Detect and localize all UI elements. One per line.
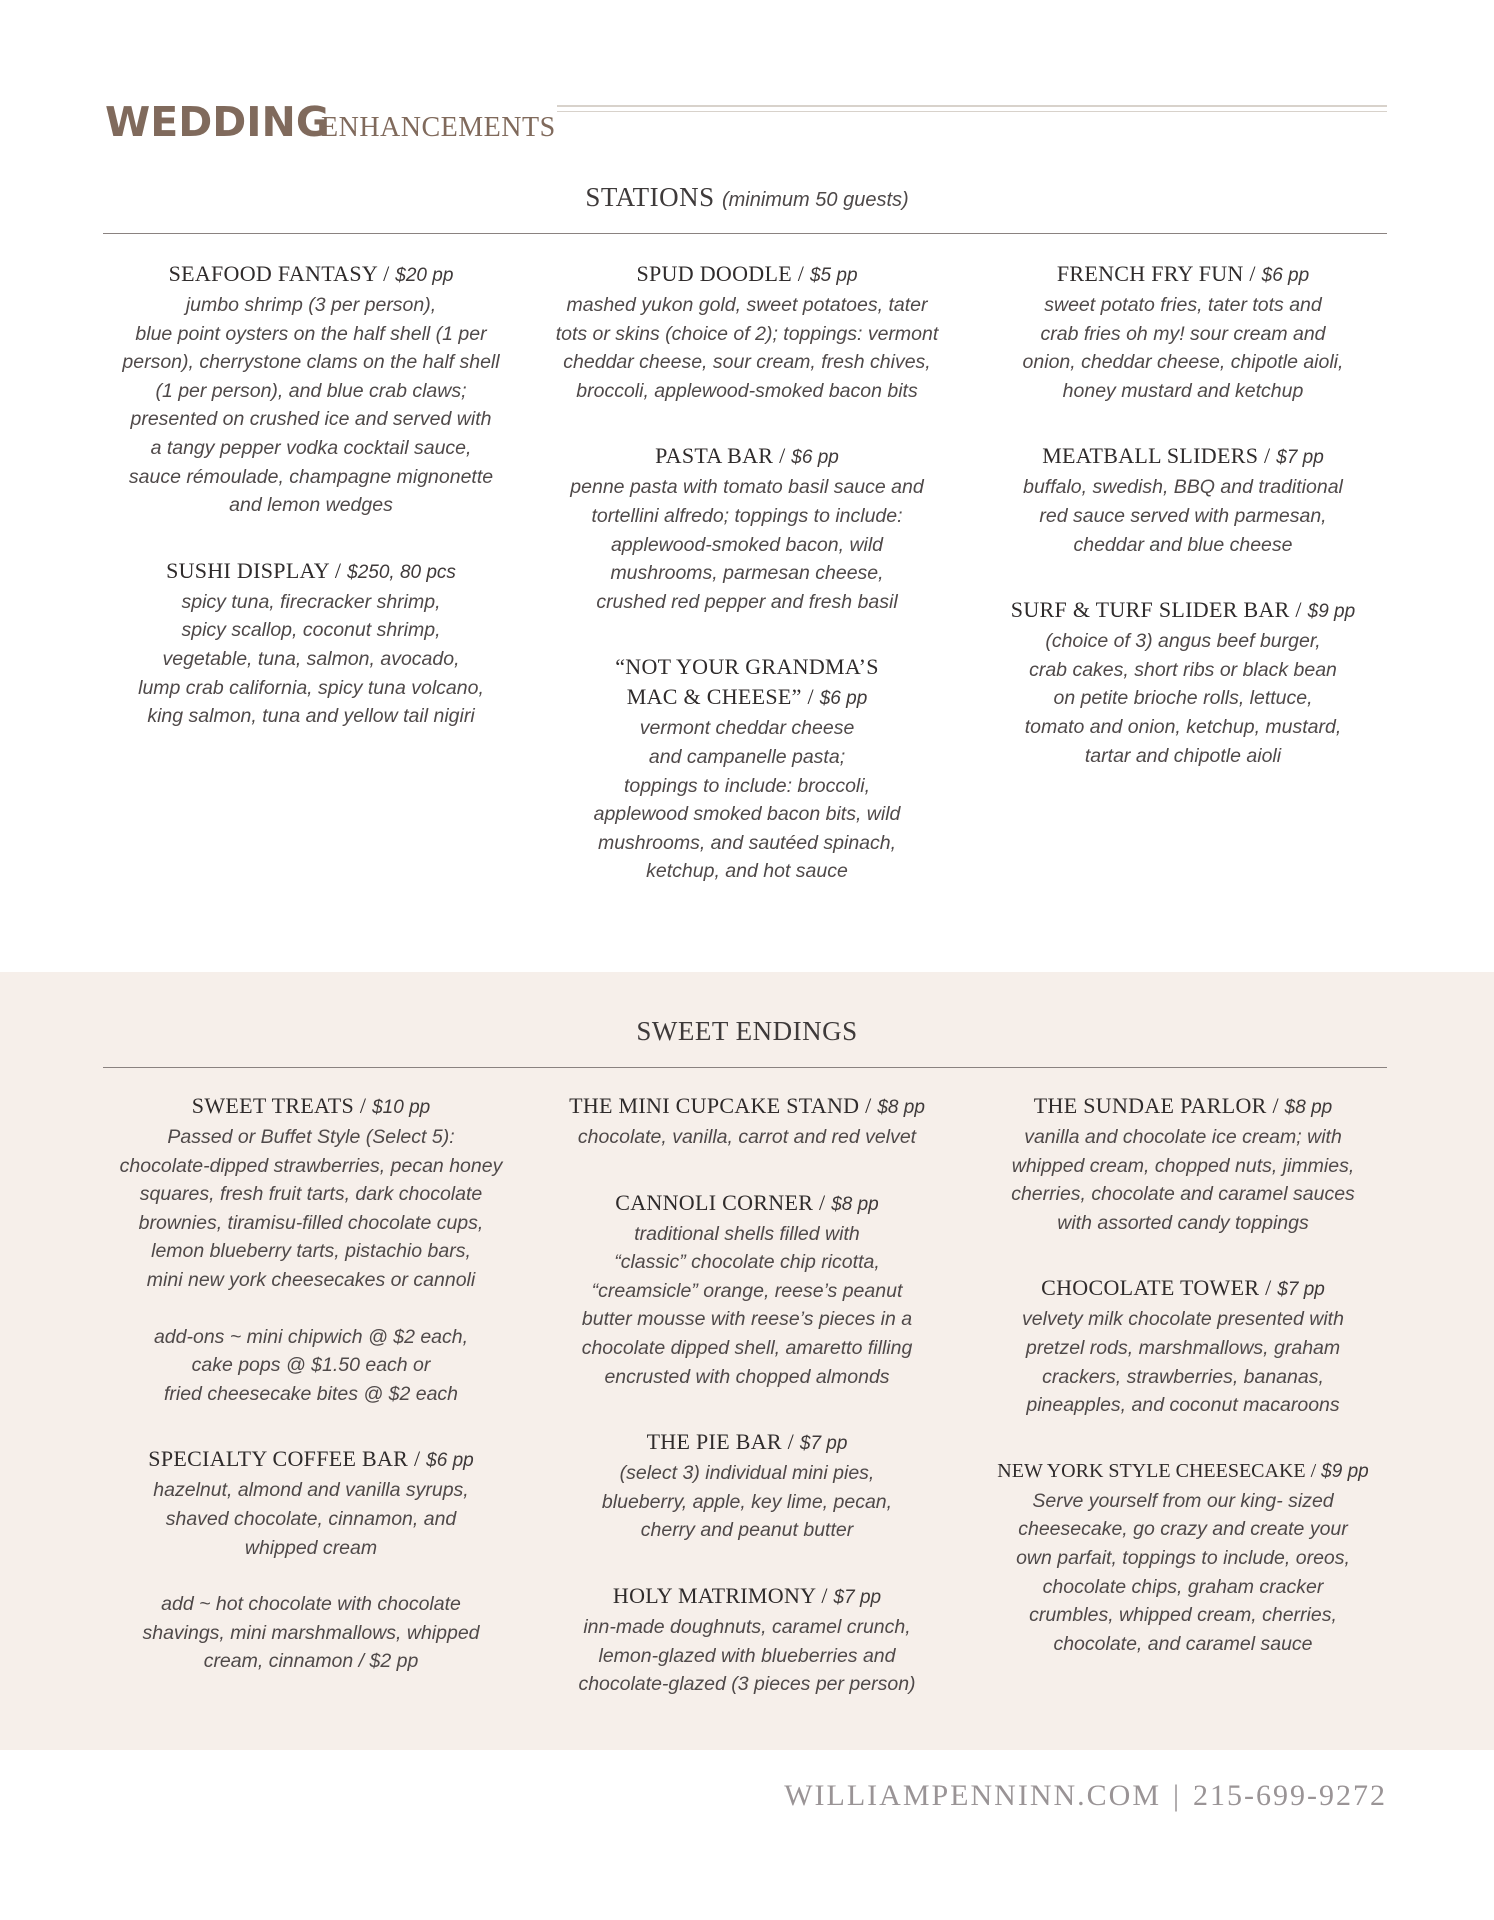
item-description [980,627,1386,770]
item-price: $250, 80 pcs [347,561,456,583]
item-title: NEW YORK STYLE CHEESECAKE / $9 pp [997,1459,1369,1482]
item-name: SWEET TREATS [191,1093,355,1118]
desc-line: chocolate-glazed (3 pieces per person) [578,1673,916,1696]
item-name: SURF & TURF SLIDER BAR [1010,597,1290,623]
desc-line: shaved chocolate, cinnamon, and [165,1507,457,1530]
item-name: HOLY MATRIMONY [612,1582,816,1608]
page-header [105,98,1387,148]
desc-line: butter mousse with reese’s pieces in a [581,1308,913,1331]
item-name: SPUD DOODLE [636,261,792,286]
desc-line: chocolate, vanilla, carrot and red velvet [577,1126,917,1148]
desc-line: squares, fresh fruit tarts, dark chocolate [139,1183,483,1206]
desc-line: own parfait, toppings to include, oreos, [1016,1546,1350,1569]
item-description [103,588,519,731]
item-title: MEATBALL SLIDERS / $7 pp [1042,443,1324,469]
stations-column-2 [530,259,964,922]
item-title: SPUD DOODLE / $5 pp [636,261,858,286]
menu-item-mini-cupcake-stand [530,1091,964,1152]
item-description [530,714,964,886]
item-name: MAC & CHEESE” [626,684,802,710]
desc-line: chocolate-dipped strawberries, pecan honey [119,1154,503,1177]
desc-line: onion, cheddar cheese, chipotle aioli, [1022,351,1344,374]
desc-line: lemon-glazed with blueberries and [598,1644,896,1667]
item-price: $7 pp [1277,1279,1325,1301]
item-name: THE PIE BAR [646,1429,782,1455]
desc-line: whipped cream [244,1536,378,1559]
desc-line: cherries, chocolate and caramel sauces [1011,1183,1355,1206]
desc-line: toppings to include: broccoli, [623,774,871,797]
item-name: SEAFOOD FANTASY [168,261,378,286]
menu-item-surf-turf-slider-bar [980,595,1386,770]
desc-line: lemon blueberry tarts, pistachio bars, [151,1240,471,1263]
item-title: FRENCH FRY FUN / $6 pp [1056,261,1310,286]
item-description [980,1487,1386,1659]
desc-line: penne pasta with tomato basil sauce and [570,476,924,499]
desc-line: chocolate dipped shell, amaretto filling [581,1336,913,1359]
desc-line: tomato and onion, ketchup, mustard, [1024,715,1342,738]
menu-item-french-fry-fun [980,259,1386,405]
item-price: $9 pp [1307,601,1356,623]
desc-line: on petite brioche rolls, lettuce, [1053,687,1313,710]
desc-line: mushrooms, parmesan cheese, [610,562,884,585]
desc-line: crab fries oh my! sour cream and [1040,322,1326,345]
desc-line: whipped cream, chopped nuts, jimmies, [1011,1154,1355,1177]
item-description [980,291,1386,405]
desc-line: crumbles, whipped cream, cherries, [1029,1604,1337,1627]
menu-item-holy-matrimony [530,1581,964,1699]
desc-line: jumbo shrimp (3 per person), [185,294,437,316]
item-description [530,1613,964,1699]
item-name: PASTA BAR [655,443,774,469]
desc-line: cheesecake, go crazy and create your [1018,1518,1348,1541]
item-price: $20 pp [395,265,454,286]
desc-line: traditional shells filled with [634,1222,860,1245]
item-price: $9 pp [1321,1460,1369,1482]
addon-line: cake pops @ $1.50 each or [191,1354,431,1377]
item-title: SWEET TREATS / $10 pp [191,1093,431,1118]
sweet-endings-divider [103,1067,1387,1068]
desc-line: tartar and chipotle aioli [1084,744,1282,767]
desc-line: cheddar cheese, sour cream, fresh chives, [563,351,931,374]
item-price: $8 pp [1284,1097,1333,1118]
desc-line: chocolate, and caramel sauce [1053,1632,1313,1655]
desc-line: and lemon wedges [229,494,393,517]
desc-line: presented on crushed ice and served with [130,408,492,431]
item-title: SPECIALTY COFFEE BAR / $6 pp [148,1446,474,1472]
item-price: $5 pp [809,265,858,286]
item-title: CANNOLI CORNER / $8 pp [615,1189,879,1215]
desc-line: spicy tuna, firecracker shrimp, [181,590,441,613]
desc-line: blueberry, apple, key lime, pecan, [601,1490,893,1513]
desc-line: crackers, strawberries, bananas, [1042,1365,1324,1388]
sweet-endings-title: SWEET ENDINGS [636,1016,858,1046]
item-price: $6 pp [1261,265,1310,286]
desc-line: with assorted candy toppings [1057,1211,1309,1234]
item-name: MEATBALL SLIDERS [1042,443,1259,469]
desc-line: encrusted with chopped almonds [604,1365,890,1388]
desc-line: vermont cheddar cheese [639,717,855,740]
desc-line: and campanelle pasta; [648,745,846,768]
item-price: $6 pp [791,447,839,469]
item-description [530,291,964,405]
desc-line: sauce rémoulade, champagne mignonette [128,465,494,488]
desc-line: person), cherrystone clams on the half shell [122,351,500,374]
menu-item-sundae-parlor [980,1091,1386,1237]
item-price: $7 pp [1276,447,1324,469]
desc-line: blue point oysters on the half shell (1 per [135,322,487,345]
desc-line: pineapples, and coconut macaroons [1026,1394,1340,1417]
item-addons [103,1323,519,1409]
stations-heading [0,182,1494,213]
stations-column-1 [103,259,519,767]
menu-item-chocolate-tower [980,1273,1386,1419]
menu-item-ny-cheesecake [980,1456,1386,1659]
item-description [980,473,1386,559]
menu-item-sweet-treats [103,1091,519,1408]
desc-line: cheddar and blue cheese [1073,533,1293,556]
menu-item-meatball-sliders [980,441,1386,559]
desc-line: tortellini alfredo; toppings to include: [591,504,903,527]
desc-line: hazelnut, almond and vanilla syrups, [153,1479,469,1502]
item-price: $8 pp [877,1097,925,1118]
item-name-line1: “NOT YOUR GRANDMA’S [615,654,879,680]
item-price: $10 pp [372,1097,431,1118]
desc-line: (select 3) individual mini pies, [619,1462,875,1485]
menu-item-specialty-coffee-bar [103,1444,519,1676]
desc-line: brownies, tiramisu-filled chocolate cups, [138,1211,484,1234]
sweet-column-1 [103,1091,519,1712]
item-title: HOLY MATRIMONY / $7 pp [612,1582,882,1608]
footer-contact [784,1779,1387,1813]
addon-line: fried cheesecake bites @ $2 each [163,1382,459,1405]
desc-line: mini new york cheesecakes or cannoli [146,1268,476,1291]
item-description [103,1123,519,1295]
menu-item-seafood-fantasy [103,259,519,520]
desc-line: ketchup, and hot sauce [646,860,848,883]
item-addons [103,1590,519,1676]
desc-line: sweet potato fries, tater tots and [1044,294,1322,316]
item-description [980,1123,1386,1237]
desc-line: pretzel rods, marshmallows, graham [1025,1336,1341,1359]
item-title: SURF & TURF SLIDER BAR / $9 pp [1010,597,1356,623]
footer-phone[interactable]: 215-699-9272 [1193,1779,1387,1812]
item-name: THE SUNDAE PARLOR [1033,1093,1267,1118]
item-description [530,1220,964,1392]
item-price: $7 pp [799,1433,848,1455]
addon-line: add ~ hot chocolate with chocolate [161,1593,461,1616]
item-description [530,1459,964,1545]
item-description [103,1476,519,1562]
item-title: CHOCOLATE TOWER / $7 pp [1041,1275,1325,1301]
desc-line: crab cakes, short ribs or black bean [1029,658,1337,681]
item-price: $6 pp [819,688,868,710]
desc-line: “classic” chocolate chip ricotta, [614,1251,880,1274]
item-name: SPECIALTY COFFEE BAR [148,1446,409,1472]
desc-line: cherry and peanut butter [640,1519,854,1542]
menu-item-pie-bar [530,1427,964,1545]
item-description [530,473,964,616]
stations-title: STATIONS [585,182,715,212]
stations-column-3 [980,259,1386,806]
desc-line: lump crab california, spicy tuna volcano, [138,676,484,699]
menu-item-spud-doodle [530,259,964,405]
addon-line: shavings, mini marshmallows, whipped [142,1621,480,1644]
desc-line: Serve yourself from our king- sized [1032,1489,1334,1512]
desc-line: Passed or Buffet Style (Select 5): [167,1126,455,1148]
addon-line: cream, cinnamon / $2 pp [203,1650,419,1673]
item-description [530,1123,964,1152]
desc-line: crushed red pepper and fresh basil [596,590,898,613]
desc-line: king salmon, tuna and yellow tail nigiri [147,705,475,728]
page-title-enhancements: ENHANCEMENTS [321,112,556,143]
item-name: CHOCOLATE TOWER [1041,1275,1260,1301]
stations-note: (minimum 50 guests) [721,189,909,211]
desc-line: velvety milk chocolate presented with [1022,1308,1344,1331]
item-name: NEW YORK STYLE CHEESECAKE [997,1459,1306,1482]
desc-line: mushrooms, and sautéed spinach, [597,831,897,854]
item-description [103,291,519,520]
page-title-wedding: WEDDING [105,98,330,146]
desc-line: applewood smoked bacon bits, wild [593,803,901,826]
desc-line: a tangy pepper vodka cocktail sauce, [150,436,472,459]
item-title: PASTA BAR / $6 pp [655,443,839,469]
desc-line: chocolate chips, graham cracker [1042,1575,1324,1598]
item-name: SUSHI DISPLAY [166,557,330,583]
desc-line: spicy scallop, coconut shrimp, [181,619,441,642]
item-title: SEAFOOD FANTASY / $20 pp [168,261,454,286]
footer-separator: | [1173,1779,1182,1812]
menu-item-cannoli-corner [530,1188,964,1392]
desc-line: mashed yukon gold, sweet potatoes, tater [566,294,928,316]
sweet-endings-heading [0,1016,1494,1047]
item-title: SUSHI DISPLAY / $250, 80 pcs [166,557,456,583]
addon-line: add-ons ~ mini chipwich @ $2 each, [153,1325,469,1348]
sweet-column-3 [980,1091,1386,1694]
desc-line: tots or skins (choice of 2); toppings: vermont [555,322,939,345]
item-title: THE SUNDAE PARLOR / $8 pp [1033,1093,1333,1118]
footer-website[interactable]: WILLIAMPENNINN.COM [784,1779,1161,1812]
menu-item-mac-and-cheese [530,652,964,886]
item-title: THE MINI CUPCAKE STAND / $8 pp [569,1093,925,1118]
desc-line: broccoli, applewood-smoked bacon bits [576,379,918,402]
desc-line: (1 per person), and blue crab claws; [155,379,467,402]
desc-line: buffalo, swedish, BBQ and traditional [1023,476,1343,499]
header-double-rule [557,105,1387,112]
item-title: THE PIE BAR / $7 pp [646,1429,848,1455]
item-name: FRENCH FRY FUN [1056,261,1244,286]
item-title: “NOT YOUR GRANDMA’S MAC & CHEESE” / $6 pp [530,652,964,714]
desc-line: vegetable, tuna, salmon, avocado, [162,647,460,670]
desc-line: inn-made doughnuts, caramel crunch, [583,1615,911,1638]
item-price: $8 pp [831,1193,879,1215]
item-price: $7 pp [833,1586,882,1608]
item-name: CANNOLI CORNER [615,1189,814,1215]
item-description [980,1305,1386,1419]
item-price: $6 pp [426,1450,474,1472]
desc-line: honey mustard and ketchup [1062,379,1304,402]
desc-line: (choice of 3) angus beef burger, [1045,630,1321,653]
menu-item-sushi-display [103,556,519,731]
desc-line: vanilla and chocolate ice cream; with [1024,1126,1342,1148]
sweet-column-2 [530,1091,964,1735]
desc-line: red sauce served with parmesan, [1039,504,1327,527]
stations-divider [103,233,1387,234]
menu-item-pasta-bar [530,441,964,616]
desc-line: applewood-smoked bacon, wild [610,533,884,556]
item-name: THE MINI CUPCAKE STAND [569,1093,860,1118]
desc-line: “creamsicle” orange, reese’s peanut [591,1279,903,1302]
